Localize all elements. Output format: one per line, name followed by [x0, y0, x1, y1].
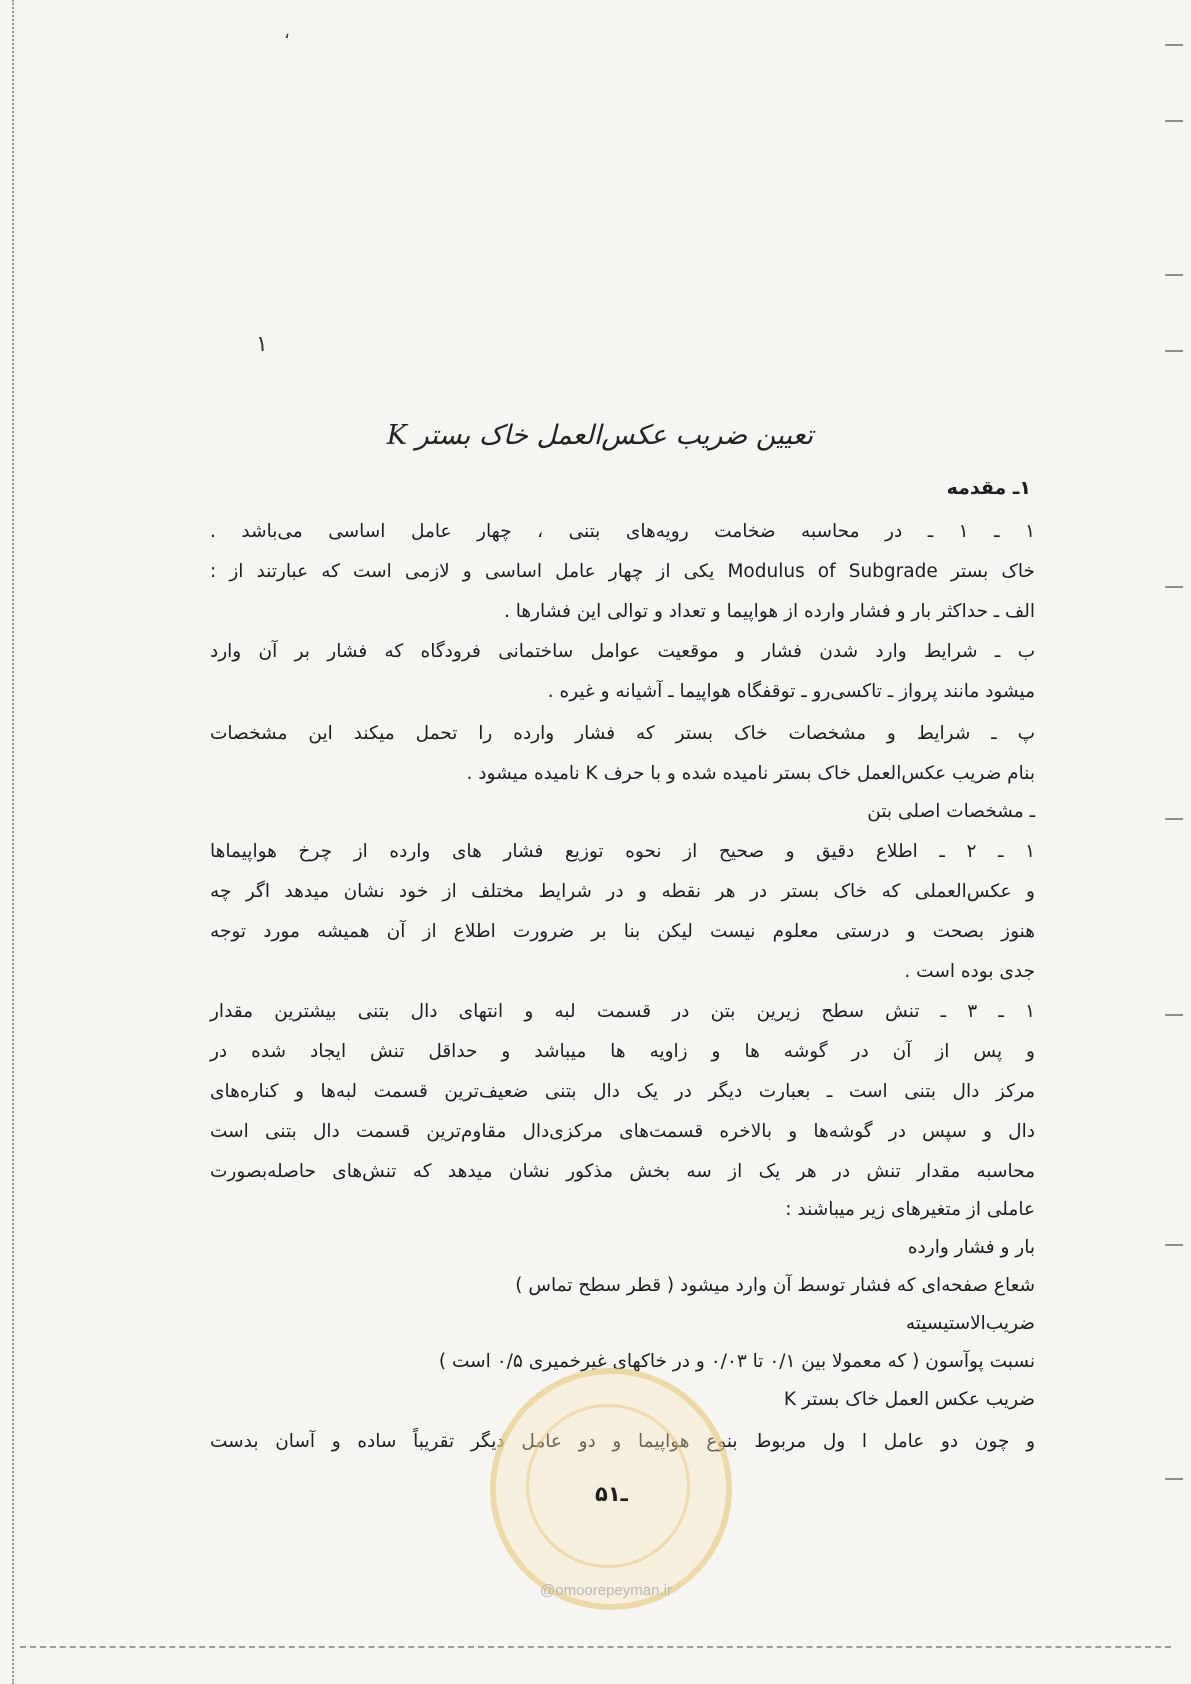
list-item: نسبت پوآسون ( که معمولا بین ۰/۱ تا ۰/۰۳ و در خاکهای غیرخمیری ۰/۵ است ) [438, 1351, 1035, 1372]
text-line: پ ـ شرایط و مشخصات خاک بستر که فشار وارده را تحمل میکند این مشخصات [210, 723, 1035, 744]
text-line: ۱ ـ ۲ ـ اطلاع دقیق و صحیح از نحوه توزیع فشار های وارده از چرخ هواپیماها [210, 841, 1035, 862]
text-line: خاک بستر Modulus of Subgrade یکی از چهار عامل اساسی و لازمی است که عبارتند از : [210, 561, 1035, 582]
scan-margin-tick [1165, 274, 1183, 276]
text-line: و پس از آن در گوشه ها و زاویه ها میباشد و حداقل تنش ایجاد شده در [210, 1041, 1035, 1062]
text-line: ـ مشخصات اصلی بتن [867, 801, 1035, 822]
list-item: بار و فشار وارده [907, 1237, 1035, 1258]
text-line: مرکز دال بتنی است ـ بعبارت دیگر در یک دال بتنی ضعیف‌ترین قسمت لبه‌ها و کناره‌های [210, 1081, 1035, 1102]
list-item: ضریب‌الاستیسیته [905, 1313, 1035, 1334]
text-line: جدی بوده است . [904, 961, 1035, 982]
text-line: ب ـ شرایط وارد شدن فشار و موقعیت عوامل ساختمانی فرودگاه که فشار بر آن وارد [210, 641, 1035, 662]
scan-margin-tick [1165, 1478, 1183, 1480]
text-line: ۱ ـ ۳ ـ تنش سطح زیرین بتن در قسمت لبه و انتهای دال بتنی بیشترین مقدار [210, 1001, 1035, 1022]
top-mark: ، [284, 22, 290, 43]
scan-margin-tick [1165, 818, 1183, 820]
text-line: هنوز بصحت و درستی معلوم نیست لیکن بنا بر ضرورت اطلاع از آن همیشه مورد توجه [210, 921, 1035, 942]
page-number: ۵ـ۱ [595, 1482, 628, 1506]
list-item: ضریب عکس العمل خاک بستر K [783, 1389, 1035, 1410]
list-item: شعاع صفحه‌ای که فشار توسط آن وارد میشود ( قطر سطح تماس ) [515, 1275, 1035, 1296]
text-line: محاسبه مقدار تنش در هر یک از سه بخش مذکور نشان میدهد که تنش‌های حاصله‌بصورت [210, 1161, 1035, 1182]
text-line: الف ـ حداکثر بار و فشار وارده از هواپیما و تعداد و توالی این فشارها . [503, 601, 1035, 622]
scan-left-edge [12, 0, 18, 1684]
section-heading: ۱ـ مقدمه [946, 477, 1031, 499]
text-line: بنام ضریب عکس‌العمل خاک بستر نامیده شده و با حرف K نامیده میشود . [466, 763, 1035, 784]
scan-margin-tick [1165, 1244, 1183, 1246]
scan-margin-tick [1165, 350, 1183, 352]
text-line: میشود مانند پرواز ـ تاکسی‌رو ـ توقفگاه هواپیما ـ آشیانه و غیره . [547, 681, 1035, 702]
text-line: دال و سپس در گوشه‌ها و بالاخره قسمت‌های مرکزی‌دال مقاوم‌ترین قسمت دال بتنی است [210, 1121, 1035, 1142]
page-title: تعیین ضریب عکس‌العمل خاک بستر K [386, 420, 814, 451]
scan-margin-tick [1165, 44, 1183, 46]
text-line: و عکس‌العملی که خاک بستر در هر نقطه و در شرایط مختلف از خود نشان میدهد اگر چه [210, 881, 1035, 902]
text-line: عاملی از متغیرهای زیر میباشند : [785, 1199, 1035, 1220]
scan-margin-tick [1165, 120, 1183, 122]
watermark-text: @omoorepeyman.ir [540, 1582, 672, 1599]
section-mark: ۱ [256, 332, 268, 357]
scan-margin-tick [1165, 586, 1183, 588]
text-line: و چون دو عامل ا ول مربوط بنوع هواپیما و دو عامل دیگر تقریباً ساده و آسان بدست [210, 1431, 1035, 1452]
scan-margin-tick [1165, 1014, 1183, 1016]
scan-bottom-line [20, 1646, 1171, 1648]
text-line: ۱ ـ ۱ ـ در محاسبه ضخامت رویه‌های بتنی ، چهار عامل اساسی می‌باشد . [210, 521, 1035, 542]
